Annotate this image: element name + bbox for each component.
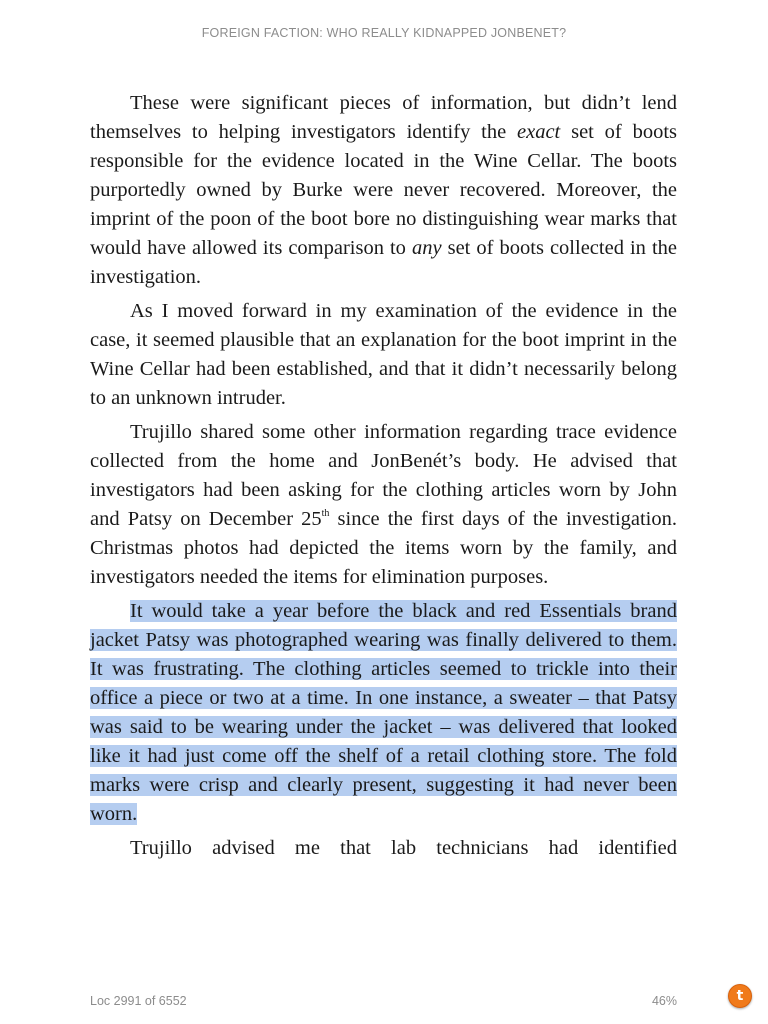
- paragraph-1: [90, 89, 677, 292]
- progress-percent: 46%: [651, 994, 677, 1008]
- page-body: [90, 89, 677, 868]
- highlighted-passage[interactable]: It would take a year before the black and red Essentials brand jacket Patsy was photographed wearing was finally delivered to them. It was frustrating. The clothing articles seemed to trickle into their office a piece or two at a time. In one instance, a sweater – that Patsy was said to be wearing under the jacket – was delivered that looked like it had just come off the shelf of a retail clothing store. The fold marks were crisp and clearly present, suggesting it had never been worn.: [90, 600, 677, 825]
- paragraph-text: set of boots collected in the investigation.: [90, 237, 677, 288]
- share-t-icon: t: [736, 987, 744, 1004]
- emphasis-any: any: [411, 237, 442, 259]
- emphasis-exact: exact: [517, 121, 561, 143]
- location-indicator: Loc 2991 of 6552: [90, 994, 187, 1008]
- share-button[interactable]: [728, 984, 752, 1008]
- paragraph-text: Trujillo shared some other information regarding trace evidence collected from the home and JonBenét’s body. He advised that investigators had been asking for the clothing articles worn by John and Patsy on December 25: [90, 421, 677, 530]
- paragraph-4-highlighted[interactable]: [90, 597, 677, 829]
- paragraph-text: These were significant pieces of information, but didn’t lend themselves to helping investigators identify the: [90, 92, 677, 143]
- paragraph-text: set of boots responsible for the evidence located in the Wine Cellar. The boots purportedly owned by Burke were never recovered. Moreover, the imprint of the poon of the boot bore no distinguishing wear marks that would have allowed its comparison to: [90, 121, 677, 259]
- paragraph-2: As I moved forward in my examination of the evidence in the case, it seemed plausible that an explanation for the boot imprint in the Wine Cellar had been established, and that it didn’t necessarily belong to an unknown intruder.: [90, 300, 677, 409]
- ordinal-superscript: th: [321, 508, 330, 519]
- running-header: FOREIGN FACTION: WHO REALLY KIDNAPPED JONBENET?: [201, 26, 567, 40]
- paragraph-5: Trujillo advised me that lab technicians had identified: [130, 837, 677, 859]
- paragraph-3: [90, 418, 677, 592]
- paragraph-text: since the first days of the investigation. Christmas photos had depicted the items worn by the family, and investigators needed the items for elimination purposes.: [90, 508, 678, 588]
